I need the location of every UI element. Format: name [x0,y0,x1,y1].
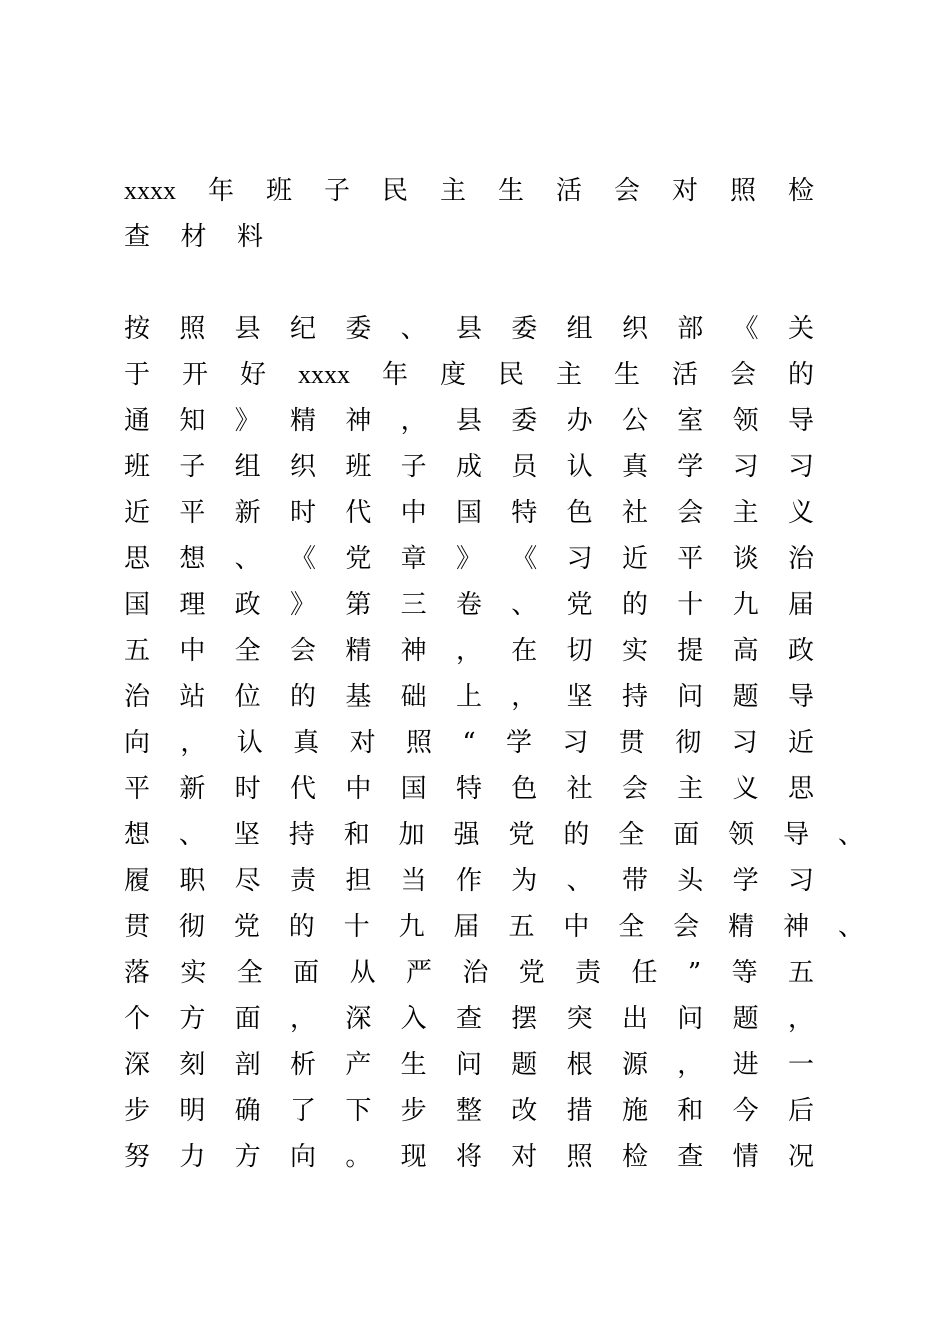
text-glyph: 活 [671,360,698,390]
text-glyph: 一 [787,1050,814,1080]
body-line [124,306,814,352]
text-glyph: 九 [732,590,759,620]
text-glyph: 子 [323,176,350,206]
text-glyph: 的 [288,912,315,942]
text-glyph: 时 [289,498,316,528]
text-glyph: 学 [732,866,759,896]
text-glyph: 入 [400,1004,427,1034]
text-glyph: 会 [677,498,704,528]
text-glyph: 治 [462,958,489,988]
text-glyph: 整 [455,1096,482,1126]
text-glyph: 按 [124,314,151,344]
text-glyph: 办 [566,406,593,436]
text-glyph: 学 [677,452,704,482]
text-glyph: 提 [677,636,704,666]
text-glyph: 》 [234,406,261,436]
text-glyph: 近 [124,498,151,528]
text-glyph: 主 [677,774,704,804]
text-glyph: 基 [345,682,372,712]
text-glyph: 、 [566,866,593,896]
text-glyph: 开 [182,360,209,390]
document-title [124,168,814,260]
text-glyph: 改 [511,1096,538,1126]
text-glyph: 面 [293,958,320,988]
text-glyph: 查 [677,1142,704,1172]
text-glyph: 生 [400,1050,427,1080]
text-glyph: 的 [787,360,814,390]
text-glyph: 习 [731,728,758,758]
text-glyph: 。 [345,1142,372,1172]
text-glyph: 平 [124,774,151,804]
body-line [124,352,814,398]
text-glyph: 《 [732,314,759,344]
text-glyph: 在 [511,636,538,666]
text-glyph: 义 [787,498,814,528]
text-glyph: 九 [398,912,425,942]
text-glyph: xxxx [124,176,176,205]
text-glyph: 努 [124,1142,151,1172]
body-line [124,812,864,858]
text-glyph: 任 [631,958,658,988]
text-glyph: 十 [677,590,704,620]
text-glyph: 十 [343,912,370,942]
text-glyph: 室 [677,406,704,436]
body-line [124,1088,814,1134]
text-glyph: 将 [455,1142,482,1172]
text-glyph: 摆 [511,1004,538,1034]
text-glyph: 组 [566,314,593,344]
text-glyph: 义 [732,774,759,804]
text-glyph: 思 [787,774,814,804]
text-glyph: 》 [455,544,482,574]
text-glyph: 部 [677,314,704,344]
body-line [124,674,814,720]
text-glyph: 县 [234,314,261,344]
text-glyph: 会 [621,774,648,804]
body-line [124,444,814,490]
text-glyph: 问 [677,1004,704,1034]
text-glyph: 通 [124,406,151,436]
text-glyph: 五 [787,958,814,988]
text-glyph: 带 [621,866,648,896]
text-glyph: 关 [787,314,814,344]
text-glyph: 委 [511,406,538,436]
text-glyph: 从 [349,958,376,988]
text-glyph: 查 [124,222,151,252]
text-glyph: 认 [236,728,263,758]
text-glyph: 照 [179,314,206,344]
text-glyph: 严 [405,958,432,988]
text-glyph: 习 [787,452,814,482]
text-glyph: 党 [233,912,260,942]
text-glyph: 彻 [675,728,702,758]
text-glyph: 近 [787,728,814,758]
text-glyph: 进 [732,1050,759,1080]
title-line [124,214,814,260]
text-glyph: 生 [497,176,524,206]
body-line [124,1134,814,1180]
text-glyph: 对 [511,1142,538,1172]
text-glyph: 子 [400,452,427,482]
text-glyph: 向 [124,728,151,758]
text-glyph: 尽 [234,866,261,896]
text-glyph: 施 [621,1096,648,1126]
text-glyph: 导 [787,682,814,712]
text-glyph: 年 [207,176,234,206]
text-glyph: 新 [234,498,261,528]
text-glyph: 今 [732,1096,759,1126]
text-glyph: 切 [566,636,593,666]
body-line [124,1042,814,1088]
text-glyph: 班 [265,176,292,206]
text-glyph: 平 [677,544,704,574]
text-glyph: 析 [289,1050,316,1080]
text-glyph: 公 [621,406,648,436]
text-glyph: 和 [343,820,370,850]
text-glyph: 党 [345,544,372,574]
text-glyph: 党 [566,590,593,620]
text-glyph: 精 [728,912,755,942]
text-glyph: 加 [398,820,425,850]
text-glyph: 特 [455,774,482,804]
text-glyph: 《 [289,544,316,574]
text-glyph: 步 [124,1096,151,1126]
text-glyph: 县 [455,314,482,344]
text-glyph: 明 [179,1096,206,1126]
text-glyph: 步 [400,1096,427,1126]
text-glyph: 想 [179,544,206,574]
text-glyph: 、 [234,544,261,574]
body-line [124,766,814,812]
text-glyph: 、 [837,912,864,942]
text-glyph: 刻 [179,1050,206,1080]
text-glyph: 位 [234,682,261,712]
text-glyph: 出 [621,1004,648,1034]
text-glyph: 班 [124,452,151,482]
body-line [124,720,814,766]
text-glyph: 导 [783,820,810,850]
text-glyph: 精 [289,406,316,436]
text-glyph: 坚 [233,820,260,850]
text-glyph: 近 [621,544,648,574]
text-glyph: 面 [673,820,700,850]
text-glyph: 精 [345,636,372,666]
text-glyph: 想 [124,820,151,850]
text-glyph: 、 [837,820,864,850]
text-glyph: 问 [455,1050,482,1080]
text-glyph: 主 [555,360,582,390]
text-glyph: 高 [732,636,759,666]
text-glyph: 色 [566,498,593,528]
text-glyph: 情 [732,1142,759,1172]
text-glyph: 于 [124,360,151,390]
text-glyph: 照 [729,176,756,206]
text-glyph: 党 [508,820,535,850]
text-glyph: 政 [787,636,814,666]
text-glyph: 根 [566,1050,593,1080]
text-glyph: 班 [345,452,372,482]
text-glyph: 时 [234,774,261,804]
text-glyph: ， [180,728,207,758]
text-glyph: 县 [455,406,482,436]
text-glyph: 照 [566,1142,593,1172]
text-glyph: 力 [179,1142,206,1172]
text-glyph: 员 [511,452,538,482]
text-glyph: 度 [439,360,466,390]
text-glyph: 真 [293,728,320,758]
text-glyph: 中 [179,636,206,666]
text-glyph: 剖 [234,1050,261,1080]
text-glyph: 突 [566,1004,593,1034]
text-glyph: 委 [511,314,538,344]
text-glyph: 年 [381,360,408,390]
text-glyph: 向 [289,1142,316,1172]
text-glyph: 届 [453,912,480,942]
text-glyph: 代 [289,774,316,804]
text-glyph: 社 [621,498,648,528]
text-glyph: 国 [124,590,151,620]
text-glyph: 特 [511,498,538,528]
text-glyph: 主 [439,176,466,206]
text-glyph: 民 [497,360,524,390]
text-glyph: 查 [455,1004,482,1034]
body-line [124,996,814,1042]
body-line [124,582,814,628]
text-glyph: 神 [783,912,810,942]
text-glyph: 五 [508,912,535,942]
text-glyph: 材 [180,222,207,252]
text-glyph: 生 [613,360,640,390]
text-glyph: 习 [562,728,589,758]
text-glyph: “ [462,728,476,758]
text-glyph: 织 [621,314,648,344]
text-glyph: 题 [732,682,759,712]
text-glyph: 社 [566,774,593,804]
text-glyph: 个 [124,1004,151,1034]
text-glyph: 中 [400,498,427,528]
text-glyph: 会 [729,360,756,390]
text-glyph: ， [787,1004,814,1034]
text-glyph: 履 [124,866,151,896]
text-glyph: 为 [511,866,538,896]
text-glyph: 贯 [618,728,645,758]
text-glyph: 作 [455,866,482,896]
text-glyph: 导 [787,406,814,436]
text-glyph: 章 [400,544,427,574]
text-glyph: 平 [179,498,206,528]
text-glyph: 代 [345,498,372,528]
text-glyph: 新 [179,774,206,804]
document-body [124,306,864,1180]
text-glyph: 组 [234,452,261,482]
text-glyph: 国 [400,774,427,804]
text-glyph: 后 [787,1096,814,1126]
text-glyph: 习 [787,866,814,896]
text-glyph: 强 [453,820,480,850]
text-glyph: 下 [345,1096,372,1126]
text-glyph: 对 [349,728,376,758]
text-glyph: ， [455,636,482,666]
text-glyph: xxxx [298,360,350,389]
text-glyph: 全 [618,820,645,850]
text-glyph: 产 [345,1050,372,1080]
body-line [124,398,814,444]
text-glyph: 思 [124,544,151,574]
text-glyph: 落 [124,958,151,988]
text-glyph: ， [511,682,538,712]
text-glyph: 贯 [124,912,151,942]
text-glyph: 委 [345,314,372,344]
text-glyph: 好 [240,360,267,390]
body-line [124,950,814,996]
text-glyph: 检 [787,176,814,206]
text-glyph: 担 [345,866,372,896]
text-glyph: 认 [566,452,593,482]
text-glyph: 彻 [178,912,205,942]
text-glyph: 织 [289,452,316,482]
text-glyph: 上 [455,682,482,712]
text-glyph: ” [687,958,702,988]
text-glyph: 纪 [289,314,316,344]
body-line [124,536,814,582]
text-glyph: 中 [345,774,372,804]
text-glyph: 头 [677,866,704,896]
text-glyph: 和 [677,1096,704,1126]
text-glyph: 子 [179,452,206,482]
text-glyph: 届 [787,590,814,620]
text-glyph: ， [289,1004,316,1034]
text-glyph: 真 [621,452,648,482]
text-glyph: ， [677,1050,704,1080]
text-glyph: 知 [179,406,206,436]
text-glyph: 学 [506,728,533,758]
text-glyph: 全 [618,912,645,942]
text-glyph: 职 [179,866,206,896]
text-glyph: 第 [345,590,372,620]
text-glyph: 党 [518,958,545,988]
text-glyph: 治 [124,682,151,712]
text-glyph: 、 [178,820,205,850]
text-glyph: 习 [566,544,593,574]
text-glyph: ， [400,406,427,436]
text-glyph: 习 [732,452,759,482]
text-glyph: 方 [179,1004,206,1034]
text-glyph: 问 [677,682,704,712]
text-glyph: 了 [289,1096,316,1126]
text-glyph: 的 [563,820,590,850]
text-glyph: 五 [124,636,151,666]
text-glyph: 坚 [566,682,593,712]
text-glyph: 础 [400,682,427,712]
text-glyph: 措 [566,1096,593,1126]
text-glyph: 、 [400,314,427,344]
text-glyph: 题 [511,1050,538,1080]
text-glyph: 料 [237,222,264,252]
text-glyph: 政 [234,590,261,620]
text-glyph: 题 [732,1004,759,1034]
text-glyph: 持 [288,820,315,850]
text-glyph: 源 [621,1050,648,1080]
text-glyph: 责 [289,866,316,896]
text-glyph: 等 [731,958,758,988]
text-glyph: 国 [455,498,482,528]
text-glyph: 神 [400,636,427,666]
text-glyph: 对 [671,176,698,206]
text-glyph: 会 [289,636,316,666]
text-glyph: 当 [400,866,427,896]
text-glyph: 的 [621,590,648,620]
text-glyph: 成 [455,452,482,482]
body-line [124,904,864,950]
text-glyph: 领 [732,406,759,436]
text-glyph: 色 [511,774,538,804]
body-line [124,858,814,904]
text-glyph: 持 [621,682,648,712]
text-glyph: 卷 [455,590,482,620]
text-glyph: 深 [124,1050,151,1080]
text-glyph: 中 [563,912,590,942]
body-line [124,628,814,674]
text-glyph: 治 [787,544,814,574]
text-glyph: 《 [511,544,538,574]
text-glyph: 的 [289,682,316,712]
text-glyph: 确 [234,1096,261,1126]
title-line [124,168,814,214]
text-glyph: 领 [728,820,755,850]
text-glyph: 实 [621,636,648,666]
text-glyph: 现 [400,1142,427,1172]
text-glyph: 实 [180,958,207,988]
text-glyph: 责 [575,958,602,988]
text-glyph: 》 [289,590,316,620]
text-glyph: 主 [732,498,759,528]
text-glyph: 会 [673,912,700,942]
text-glyph: 民 [381,176,408,206]
body-line [124,490,814,536]
text-glyph: 况 [787,1142,814,1172]
text-glyph: 三 [400,590,427,620]
text-glyph: 站 [179,682,206,712]
text-glyph: 谈 [732,544,759,574]
text-glyph: 方 [234,1142,261,1172]
text-glyph: 深 [345,1004,372,1034]
text-glyph: 面 [234,1004,261,1034]
text-glyph: 神 [345,406,372,436]
text-glyph: 检 [621,1142,648,1172]
text-glyph: 活 [555,176,582,206]
text-glyph: 照 [405,728,432,758]
text-glyph: 全 [234,636,261,666]
text-glyph: 会 [613,176,640,206]
text-glyph: 、 [511,590,538,620]
text-glyph: 全 [236,958,263,988]
text-glyph: 理 [179,590,206,620]
